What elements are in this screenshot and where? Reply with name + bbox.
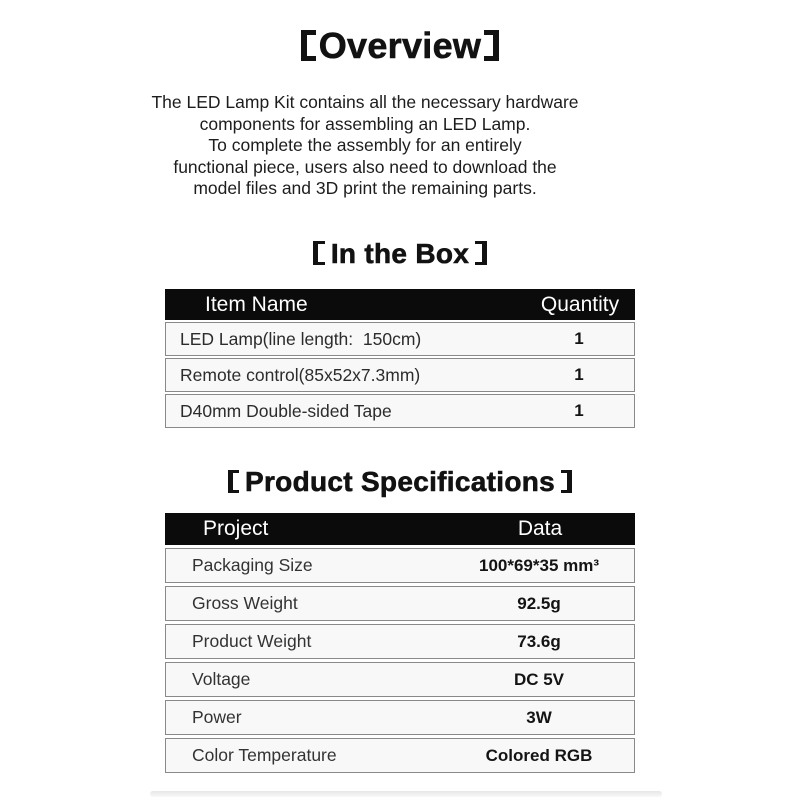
table-row xyxy=(165,586,635,621)
overview-heading xyxy=(0,0,800,66)
spec-value-cell: 100*69*35 mm³ xyxy=(478,555,600,575)
overview-heading-label: Overview xyxy=(318,25,482,66)
right-lenticular-bracket-icon xyxy=(484,30,498,60)
spec-value-cell: 92.5g xyxy=(517,593,561,613)
in-the-box-heading-label: In the Box xyxy=(330,237,470,269)
spec-label-cell: Voltage xyxy=(192,669,251,690)
item-name-cell: Remote control(85x52x7.3mm) xyxy=(180,364,421,385)
spec-label-cell: Power xyxy=(192,707,242,728)
spec-value-cell: Colored RGB xyxy=(485,745,593,765)
in-the-box-heading xyxy=(0,238,800,270)
spec-label-cell: Gross Weight xyxy=(192,593,298,614)
overview-paragraph-line: functional piece, users also need to download the xyxy=(173,156,557,177)
column-header-project: Project xyxy=(203,517,269,541)
right-lenticular-bracket-icon xyxy=(561,470,572,494)
spec-value-cell: 73.6g xyxy=(517,631,561,651)
item-name-cell: D40mm Double-sided Tape xyxy=(180,400,392,421)
in-the-box-table xyxy=(165,289,635,428)
spec-value-cell: DC 5V xyxy=(513,669,565,689)
table-row xyxy=(165,662,635,697)
left-lenticular-bracket-icon xyxy=(228,470,239,494)
table-row xyxy=(165,358,635,392)
overview-paragraph-line: To complete the assembly for an entirely xyxy=(208,135,522,156)
product-specifications-heading xyxy=(0,466,800,498)
right-lenticular-bracket-icon xyxy=(475,241,486,265)
table-row xyxy=(165,548,635,583)
overview-paragraph xyxy=(100,92,630,200)
quantity-cell: 1 xyxy=(574,329,584,349)
left-lenticular-bracket-icon xyxy=(313,241,324,265)
spec-label-cell: Product Weight xyxy=(192,631,312,652)
overview-paragraph-line: model files and 3D print the remaining parts. xyxy=(193,178,537,199)
spec-value-cell: 3W xyxy=(526,707,552,727)
left-lenticular-bracket-icon xyxy=(301,30,315,60)
next-section-divider xyxy=(150,791,662,797)
item-name-cell: LED Lamp(line length: 150cm) xyxy=(180,328,422,349)
table-header-row xyxy=(165,513,635,545)
table-row xyxy=(165,394,635,428)
spec-label-cell: Color Temperature xyxy=(192,745,337,766)
overview-paragraph-line: The LED Lamp Kit contains all the necessary hardware xyxy=(151,92,579,113)
column-header-quantity: Quantity xyxy=(540,292,620,316)
table-row xyxy=(165,738,635,773)
spec-label-cell: Packaging Size xyxy=(192,555,313,576)
quantity-cell: 1 xyxy=(574,365,584,385)
table-row xyxy=(165,322,635,356)
table-row xyxy=(165,700,635,735)
table-row xyxy=(165,624,635,659)
table-header-row xyxy=(165,289,635,320)
column-header-item-name: Item Name xyxy=(205,292,308,316)
column-header-data: Data xyxy=(517,517,563,541)
product-specifications-table xyxy=(165,513,635,773)
overview-paragraph-line: components for assembling an LED Lamp. xyxy=(199,113,531,134)
product-specifications-heading-label: Product Specifications xyxy=(245,466,555,498)
quantity-cell: 1 xyxy=(574,401,584,421)
